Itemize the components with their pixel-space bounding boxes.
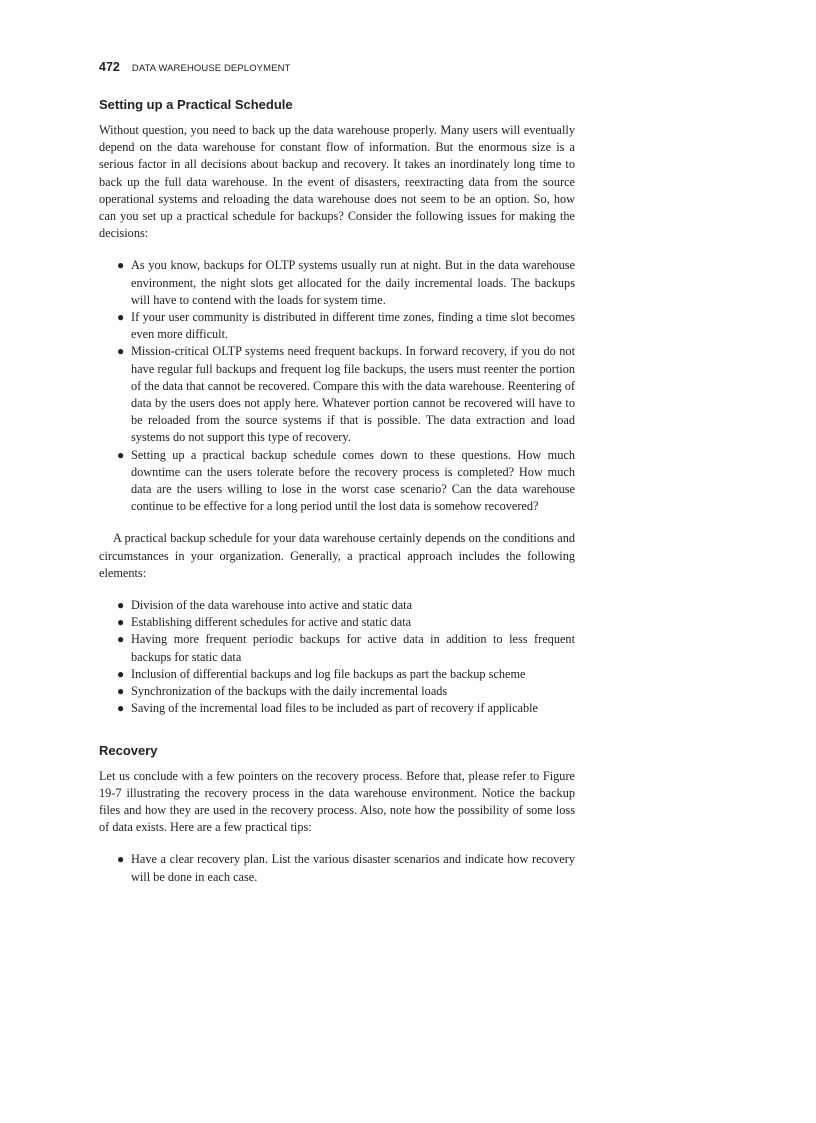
bullet-icon: ●: [117, 701, 125, 716]
list-item: [99, 597, 575, 614]
bullet-icon: ●: [117, 615, 125, 630]
tips-list: [99, 851, 575, 885]
list-item: [99, 683, 575, 700]
bullet-icon: ●: [117, 684, 125, 699]
schedule-intro-paragraph: Without question, you need to back up the data warehouse properly. Many users will eventually depend on the data warehouse for constant flow of information. But the enormous size is a serious factor in all decisions about backup and recovery. It takes an inordinately long time to back up the full data warehouse. In the event of disasters, reextracting data from the source operational systems and reloading the data warehouse does not seem to be an option. So, how can you set up a practical schedule for backups? Consider the following issues for making the decisions:: [99, 123, 575, 241]
bullet-icon: ●: [117, 632, 125, 647]
list-item-text: Division of the data warehouse into active and static data: [131, 598, 413, 613]
list-item: [99, 666, 575, 683]
approach-paragraph: A practical backup schedule for your data warehouse certainly depends on the conditions and circumstances in your organization. Generally, a practical approach includes the following elements:: [99, 531, 575, 580]
list-item-text: Having more frequent periodic backups for active data in addition to less frequent backups for static data: [131, 632, 575, 664]
list-item-text: Saving of the incremental load files to be included as part of recovery if applicable: [131, 701, 539, 716]
bullet-icon: ●: [117, 852, 125, 867]
list-item-text: If your user community is distributed in different time zones, finding a time slot becomes even more difficult.: [131, 310, 575, 342]
list-item: [99, 309, 575, 343]
bullet-icon: ●: [117, 666, 125, 681]
list-item: [99, 343, 575, 446]
section-heading-recovery: Recovery: [99, 742, 158, 758]
bullet-icon: ●: [117, 310, 125, 325]
list-item: [99, 851, 575, 885]
list-item-text: Synchronization of the backups with the daily incremental loads: [131, 684, 448, 699]
page: [99, 60, 575, 901]
issues-list: [99, 257, 575, 515]
recovery-intro-paragraph: Let us conclude with a few pointers on the recovery process. Before that, please refer to Figure 19-7 illustrating the recovery process in the data warehouse environment. Notice the backup files and how they are used in the recovery process. Also, note how the possibility of some loss of data exists. Here are a few practical tips:: [99, 768, 575, 835]
section-heading-schedule: Setting up a Practical Schedule: [99, 97, 293, 112]
list-item-text: Inclusion of differential backups and log file backups as part the backup scheme: [131, 666, 526, 681]
page-number: 472: [99, 60, 120, 74]
list-item: [99, 614, 575, 631]
bullet-icon: ●: [117, 258, 125, 273]
list-item: [99, 631, 575, 665]
list-item: [99, 447, 575, 516]
list-item-text: As you know, backups for OLTP systems usually run at night. But in the data warehouse environment, the night slots get allocated for the daily incremental loads. The backups will have to contend with the loads for system time.: [131, 258, 575, 307]
running-head: [99, 60, 575, 80]
list-item-text: Setting up a practical backup schedule comes down to these questions. How much downtime can the users tolerate before the recovery process is completed? How much data are the users willing to lose in the worst case scenario? Can the data warehouse continue to be effective for a long period until the lost data is somehow recovered?: [131, 447, 575, 514]
bullet-icon: ●: [117, 598, 125, 613]
running-title: DATA WAREHOUSE DEPLOYMENT: [131, 63, 291, 74]
bullet-icon: ●: [117, 447, 125, 462]
list-item-text: Establishing different schedules for active and static data: [131, 615, 412, 630]
list-item-text: Have a clear recovery plan. List the various disaster scenarios and indicate how recovery will be done in each case.: [131, 852, 575, 884]
bullet-icon: ●: [117, 344, 125, 359]
list-item-text: Mission-critical OLTP systems need frequent backups. In forward recovery, if you do not have regular full backups and frequent log file backups, the users must reenter the portion of the data that cannot be recovered. Compare this with the data warehouse. Reentering of data by the users does not apply here. Whatever portion cannot be recovered will have to be reloaded from the source systems if that is possible. The data extraction and load systems do not support this type of recovery.: [131, 344, 575, 445]
elements-list: [99, 597, 575, 717]
list-item: [99, 257, 575, 309]
list-item: [99, 700, 575, 717]
